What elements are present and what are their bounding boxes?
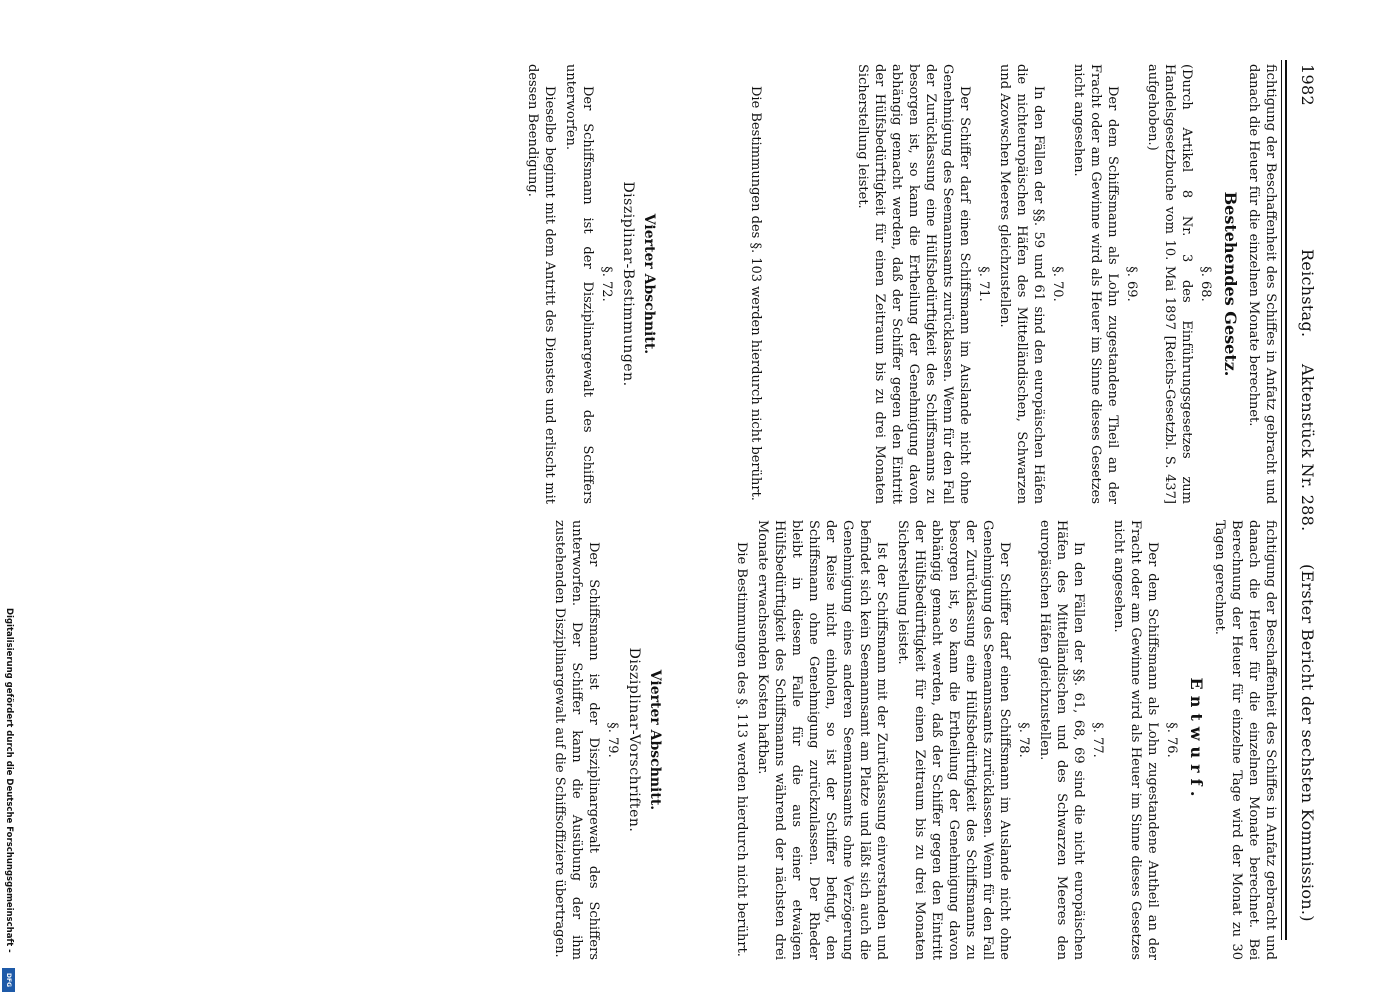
header-right-text: (Erster Bericht der sechsten Kommission.) (1298, 564, 1317, 922)
digitization-credit (0, 0, 20, 1000)
section-76-text: Der dem Schiffsmann als Lohn zugestandene Antheil an der Fracht oder am Gewinne wird als Heuer im Sinne dieses Gesetzes nicht angesehen. (1111, 520, 1160, 960)
credit-text: Digitalisierung gefördert durch die Deutsche Forschungsgemeinschaft - (4, 608, 14, 953)
header-rule (1285, 60, 1287, 940)
left-chapter-subtitle: Disziplinar-Bestimmungen. (620, 181, 636, 387)
section-69-heading: §. 69. (1124, 266, 1139, 302)
section-71-text: Der Schiffer darf einen Schiffsmann im Auslande nicht ohne Genehmigung des Seemannsamts zurücklassen. Wenn für den Fall der Zurücklassung eine Hülfsbedürftigkeit des Schiffsmanns zu besorgen ist, so kann die Ertheilung der Genehmigung davon abhängig gemacht werden, daß der Schiffer gegen den Eintritt der Hülfsbedürftigkeit für einen Zeitraum bis zu drei Monaten Sicherstellung leistet. (855, 64, 972, 504)
section-70-text: In den Fällen der §§. 59 und 61 sind den europäischen Häfen die nichteuropäischen Häfen des Mittelländischen, Schwarzen und Azowschen Meeres gleichzustellen. (997, 64, 1046, 504)
left-intro: fichtigung der Beschaffenheit des Schiffes in Anfatz gebracht und danach die Heuer für die einzelnen Monate berechnet. (1246, 64, 1278, 504)
header-left-text: Reichstag. (1298, 249, 1317, 338)
section-71-note: Die Bestimmungen des §. 103 werden hierdurch nicht berührt. (748, 86, 763, 501)
section-70-heading: §. 70. (1050, 266, 1065, 302)
section-79-text: Der Schiffsmann ist der Disziplinargewalt des Schiffers unterworfen. Der Schiffer kann die Ausübung der ihm zustehenden Disziplinargewalt auf die Schiffsoffiziere übertragen. (552, 520, 601, 960)
right-chapter-title: Vierter Abschnitt. (647, 669, 663, 811)
left-chapter-title: Vierter Abschnitt. (641, 213, 657, 355)
section-78-text-2: Ist der Schiffsmann mit der Zurücklassung einverstanden und befindet sich kein Seemannsamt am Platze und läßt sich auch die Genehmigung eines anderen Seemannsamts ohne Verzögerung der Reise nicht einholen, so ist der Schiffer befugt, den Schiffsmann ohne Genehmigung zurückzulassen. Der Rheder bleibt in diesem Falle für die aus einer etwaigen Hülfsbedürftigkeit des Schiffsmanns während der nächsten drei Monate erwachsenden Kosten haftbar. (755, 520, 889, 960)
section-71-heading: §. 71. (976, 266, 991, 302)
section-78-heading: §. 78. (1016, 722, 1031, 758)
dfg-logo-icon: DFG (2, 968, 15, 992)
right-column-title: Entwurf. (1187, 677, 1206, 803)
left-column-title: Bestehendes Gesetz. (1221, 191, 1240, 377)
page-header (1289, 64, 1323, 984)
section-72-text-1: Der Schiffsmann ist der Disziplinargewalt des Schiffers unterworfen. (563, 64, 595, 504)
section-78-text-1: Der Schiffer darf einen Schiffsmann im Auslande nicht ohne Genehmigung des Seemannsamts zurücklassen. Wenn für den Fall der Zurücklassung eine Hülfsbedürftigkeit des Schiffsmanns zu besorgen ist, so kann die Ertheilung der Genehmigung davon abhängig gemacht werden, daß der Schiffer gegen den Eintritt der Hülfsbedürftigkeit für einen Zeitraum bis zu drei Monaten Sicherstellung leistet. (895, 520, 1012, 960)
right-chapter-subtitle: Disziplinar-Vorschriften. (626, 647, 642, 833)
left-column (520, 64, 1279, 504)
section-77-text: In den Fällen der §§. 61, 68, 69 sind die nicht europäischen Häfen des Mittelländischen und des Schwarzen Meeres den europäischen Häfen gleichzustellen. (1037, 520, 1086, 960)
section-76-heading: §. 76. (1164, 722, 1179, 758)
section-68-heading: §. 68. (1198, 266, 1213, 302)
right-column (547, 520, 1279, 960)
right-intro: fichtigung der Beschaffenheit des Schiffes in Anfatz gebracht und danach die Heuer für die einzelnen Monate berechnet. Bei Berechnung der Heuer für einzelne Tage wird der Monat zu 30 Tagen gerechnet. (1212, 520, 1278, 960)
page-number: 1982 (1298, 64, 1317, 106)
section-69-text: Der dem Schiffsmann als Lohn zugestandene Theil an der Fracht oder am Gewinne wird als Heuer im Sinne dieses Gesetzes nicht angesehen. (1071, 64, 1120, 504)
section-72-text-2: Dieselbe beginnt mit dem Antritt des Dienstes und erlischt mit dessen Beendigung. (525, 64, 557, 504)
section-78-text-3: Die Bestimmungen des §. 113 werden hierdurch nicht berührt. (734, 542, 749, 957)
section-68-text: (Durch Artikel 8 Nr. 3 des Einführungsgesetzes zum Handelsgesetzbuche vom 10. Mai 1897 [Reichs-Gesetzbl. S. 437] aufgehoben.) (1145, 64, 1194, 504)
section-79-heading: §. 79. (605, 722, 620, 758)
header-center-text: Aktenstück Nr. 288. (1298, 364, 1317, 532)
section-72-heading: §. 72. (599, 266, 614, 302)
header-rule-thin (1281, 60, 1282, 940)
section-77-heading: §. 77. (1090, 722, 1105, 758)
